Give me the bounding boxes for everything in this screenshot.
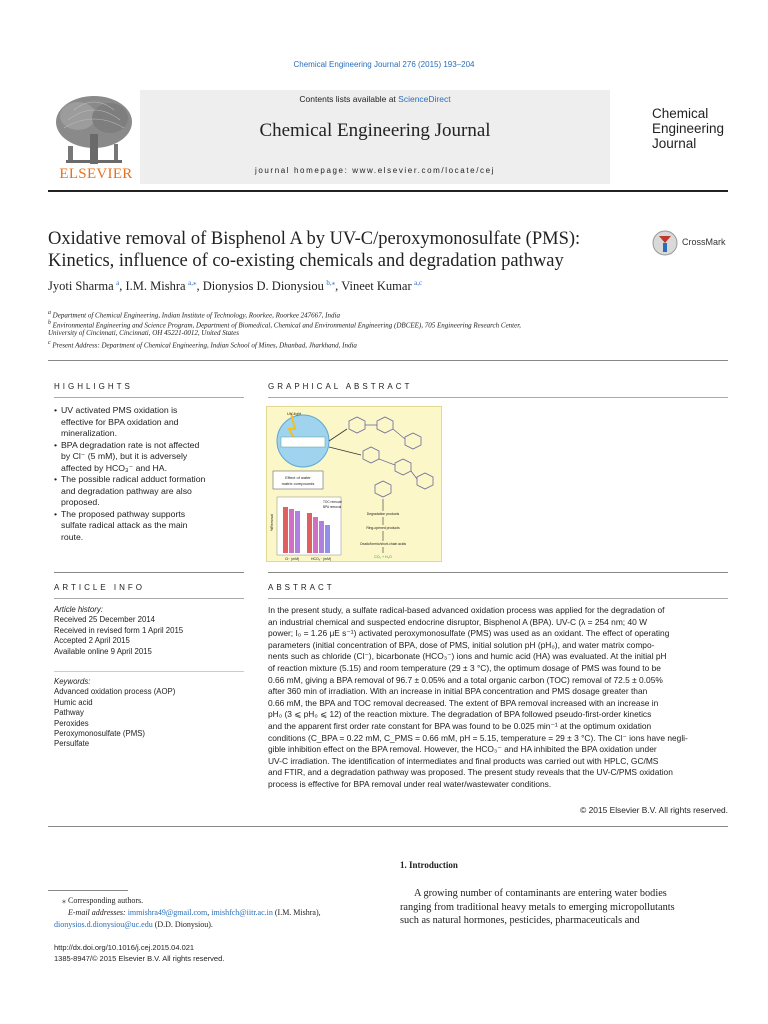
email-line (68, 907, 398, 919)
keywords-label: Keywords: (54, 677, 91, 686)
author-affil-mark[interactable]: a,c (414, 279, 423, 287)
keyword: Advanced oxidation process (AOP) (54, 687, 176, 697)
ga-bar-group-label: HCO₃⁻ (mM) (311, 557, 332, 561)
title-line-1: Oxidative removal of Bisphenol A by UV-C/peroxymonosulfate (PMS): (48, 229, 581, 249)
keywords-rule (54, 671, 244, 672)
author-affil-mark[interactable]: a,⁎ (188, 279, 197, 287)
abstract-line: conditions (C_BPA = 0.22 mM, C_PMS = 0.66 mM, pH = 5.15, temperature = 29 ± 3 °C). The Cl⁻ ions have negli- (268, 732, 688, 743)
article-info-heading: ARTICLE INFO (54, 583, 145, 592)
abstract-line: and FTIR, and a degradation pathway was proposed. The present study reveals that the UV-C/PMS oxidation (268, 767, 673, 778)
journal-cover-title (652, 106, 732, 151)
email-author: (I.M. Mishra), (272, 908, 321, 917)
highlight-item (54, 474, 234, 509)
highlight-line: and degradation pathway are also (61, 485, 192, 496)
abstract-line: pH₀ (3 ⩽ pH₀ ⩽ 12) of the reaction mixture. The degradation of BPA followed pseudo-first-order kinetics (268, 709, 652, 720)
ga-ylabel: %Removal (270, 514, 274, 531)
highlight-line: effective for BPA oxidation and (61, 416, 179, 427)
keyword: Pathway (54, 708, 84, 718)
abstract-line: process is effective for BPA removal under real water/wastewater conditions. (268, 778, 552, 789)
email-link[interactable]: imishfch@iitr.ac.in (211, 908, 273, 917)
highlight-line: route. (61, 531, 84, 542)
water-matrix-label-line: Effect of water (285, 475, 311, 480)
highlight-item (54, 509, 234, 544)
highlight-line: affected by HCO₃⁻ and HA. (61, 462, 167, 473)
graphical-abstract-rule (268, 397, 728, 398)
affiliation-text: Environmental Engineering and Science Program, Department of Biomedical, Chemical and Environmental Engineering (DBCEE), 705 Engineering Research Center, (52, 321, 521, 330)
ga-legend-entry: TOC removal (323, 500, 342, 504)
introduction-heading: 1. Introduction (400, 860, 458, 870)
keyword: Humic acid (54, 697, 93, 707)
abstract-line: and the apparent first order rate constant for BPA was found to be 0.025 min⁻¹ at the optimum oxidation (268, 720, 652, 731)
history-entry: Received 25 December 2014 (54, 615, 155, 625)
highlight-line: mineralization. (61, 428, 118, 438)
graphical-abstract-figure[interactable] (266, 406, 442, 562)
masthead-center-panel (140, 90, 610, 184)
cover-line: Engineering (652, 121, 725, 136)
title-line-2: Kinetics, influence of co-existing chemicals and degradation pathway (48, 251, 564, 271)
history-entry: Received in revised form 1 April 2015 (54, 625, 184, 635)
crossmark-badge[interactable] (652, 230, 732, 256)
keyword: Peroxides (54, 718, 89, 728)
highlight-item (54, 440, 234, 475)
abstract-line: 0.66 mM, giving a BPA removal of 96.7 ± 0.05% and a total organic carbon (TOC) removal of 72.5 ± 0.05% (268, 674, 663, 685)
affiliation-mark: c (48, 340, 51, 346)
affiliation (48, 338, 728, 350)
abstract-line: nents such as chloride (Cl⁻), bicarbonate (HCO₃⁻) ions and humic acid (HA) was evaluated. At the initial pH (268, 651, 667, 662)
article-history (54, 605, 244, 657)
abstract-line: after 360 min of irradiation. With an increase in initial BPA concentration and PMS dosage greater than (268, 686, 648, 697)
journal-masthead (48, 90, 728, 184)
publisher-name: ELSEVIER (59, 166, 133, 182)
affiliation-mark: b (48, 320, 51, 326)
author-name[interactable]: Vineet Kumar (341, 279, 412, 294)
highlights-heading: HIGHLIGHTS (54, 382, 133, 391)
highlight-line: by Cl⁻ (5 mM), but it is adversely (61, 451, 188, 461)
cover-line: Journal (652, 136, 697, 151)
pathway-label: Ring-opened products (366, 526, 400, 530)
crossmark-label: CrossMark (682, 237, 726, 247)
author-affil-mark[interactable]: a (116, 279, 120, 287)
keyword: Persulfate (54, 739, 90, 749)
elsevier-logo (48, 90, 140, 184)
article-history-label: Article history: (54, 605, 103, 614)
highlight-line: • The proposed pathway supports (61, 508, 186, 519)
affiliation-text: Present Address: Department of Chemical Engineering, Indian School of Mines, Dhanbad, Jharkhand, India (52, 341, 357, 350)
uv-light-label: UV-light (287, 411, 302, 416)
history-entry: Accepted 2 April 2015 (54, 636, 130, 646)
abstract-line: of reaction mixture (5.15) and room temperature (29 ± 3 °C), the optimum dosage of PMS was found to be (268, 662, 661, 673)
author-affil-mark[interactable]: b,⁎ (326, 279, 336, 287)
affiliation-text: Department of Chemical Engineering, Indian Institute of Technology, Roorkee, Roorkee 247667, India (52, 311, 340, 320)
author-name[interactable]: I.M. Mishra (125, 279, 186, 294)
introduction-line: A growing number of contaminants are entering water bodies (414, 888, 667, 899)
journal-reference[interactable]: Chemical Engineering Journal 276 (2015) 193–204 (293, 60, 475, 69)
highlight-line: • BPA degradation rate is not affected (61, 439, 200, 450)
highlight-line: sulfate radical attack as the main (61, 520, 188, 530)
abstract-line: 0.66 mM, the BPA and TOC removal decreased. The extent of BPA removal increased with an increase in (268, 697, 659, 708)
contents-prefix: Contents lists available at (299, 94, 399, 104)
abstract-copyright: © 2015 Elsevier B.V. All rights reserved. (580, 805, 728, 815)
email-separator: , (207, 908, 212, 917)
email-author: (D.D. Dionysiou). (152, 920, 213, 929)
keyword: Peroxymonosulfate (PMS) (54, 729, 145, 739)
abstract-line: In the present study, a sulfate radical-based advanced oxidation process was applied for the degradation of (268, 605, 665, 615)
email-link[interactable]: dionysios.d.dionysiou@uc.edu (54, 920, 153, 929)
author-name[interactable]: Jyoti Sharma (48, 279, 114, 294)
pathway-label: CO₂ + H₂O (374, 555, 392, 559)
ga-bar-group-label: Cl⁻ (mM) (285, 557, 300, 561)
abstract-heading: ABSTRACT (268, 583, 335, 592)
footnote-rule (48, 890, 128, 891)
abstract-line: power; I₀ = 1.26 μE s⁻¹) activated peroxymonosulfate (PMS) was used as an oxidant. The effect of operating (268, 628, 670, 639)
abstract-rule (268, 598, 728, 599)
section-rule (268, 572, 728, 573)
highlight-line: • The possible radical adduct formation (61, 474, 206, 484)
issn-copyright: 1385-8947/© 2015 Elsevier B.V. All rights reserved. (54, 954, 225, 963)
introduction-line: such as natural hormones, pesticides, pharmaceuticals and (400, 915, 640, 927)
journal-title: Chemical Engineering Journal (259, 120, 491, 141)
abstract-line: gible inhibition effect on the BPA removal. However, the HCO₃⁻ and HA inhibited the BPA oxidation under (268, 744, 657, 755)
pathway-label: Oxalic/formic/short-chain acids (359, 542, 407, 546)
masthead-rule (48, 190, 728, 192)
journal-homepage[interactable]: journal homepage: www.elsevier.com/locate/cej (254, 166, 496, 175)
email-link[interactable]: immishra49@gmail.com (127, 908, 208, 917)
history-entry: Available online 9 April 2015 (54, 646, 152, 656)
abstract-line: UV-C irradiation. The identification of intermediates and final products was carried out with HPLC, GC/MS (268, 755, 659, 766)
section-rule (54, 572, 244, 573)
contents-line (140, 94, 610, 104)
article-info-rule (54, 598, 244, 599)
sciencedirect-link[interactable]: ScienceDirect (398, 94, 451, 104)
pathway-label: Degradation products (366, 512, 400, 516)
introduction-line: ranging from traditional heavy metals to emerging micropollutants (400, 901, 675, 913)
abstract-line: an industrial chemical and suspected endocrine disruptor, Bisphenol A (BPA). UV-C (λ = 254 nm; 40 W (268, 616, 648, 627)
author-name[interactable]: Dionysios D. Dionysiou (202, 279, 324, 294)
affiliation-text: University of Cincinnati, Cincinnati, OH 45221-0012, United States (48, 329, 239, 337)
article-title (48, 228, 648, 272)
front-matter-rule (48, 360, 728, 361)
introduction-body (400, 887, 728, 928)
body-rule (48, 826, 728, 827)
affiliation-continued (48, 328, 728, 338)
abstract-body (268, 605, 728, 791)
ga-legend-entry: BPA removal (323, 505, 342, 509)
author-list: Jyoti Sharma $^a$, I.M. Mishra $^{a,⁎}$, Dionysios D. Dionysiou $^{b,⁎}$, Vineet Kumar $^{a,c}$ (48, 279, 423, 294)
highlight-line: proposed. (61, 497, 100, 507)
affiliation-mark: a (48, 310, 51, 316)
highlight-line: • UV activated PMS oxidation is (61, 405, 178, 415)
graphical-abstract-illustration (267, 407, 443, 563)
highlights-list (54, 405, 234, 543)
graphical-abstract-heading: GRAPHICAL ABSTRACT (268, 382, 413, 391)
abstract-line: parameters (initial concentration of BPA, dose of PMS, initial solution pH (pH₀), and water matrix compo- (268, 639, 655, 650)
water-matrix-label-line: matrix compounds (281, 481, 315, 486)
highlights-rule (54, 397, 244, 398)
email-label: E-mail addresses: (68, 908, 126, 917)
crossmark-icon (652, 230, 678, 256)
email-line (54, 919, 213, 931)
highlight-item (54, 405, 234, 440)
cover-line: Chemical (652, 106, 709, 121)
corresponding-authors-note: ⁎ Corresponding authors. (62, 896, 144, 905)
doi-link[interactable]: http://dx.doi.org/10.1016/j.cej.2015.04.021 (54, 943, 195, 952)
keywords-block (54, 677, 244, 750)
